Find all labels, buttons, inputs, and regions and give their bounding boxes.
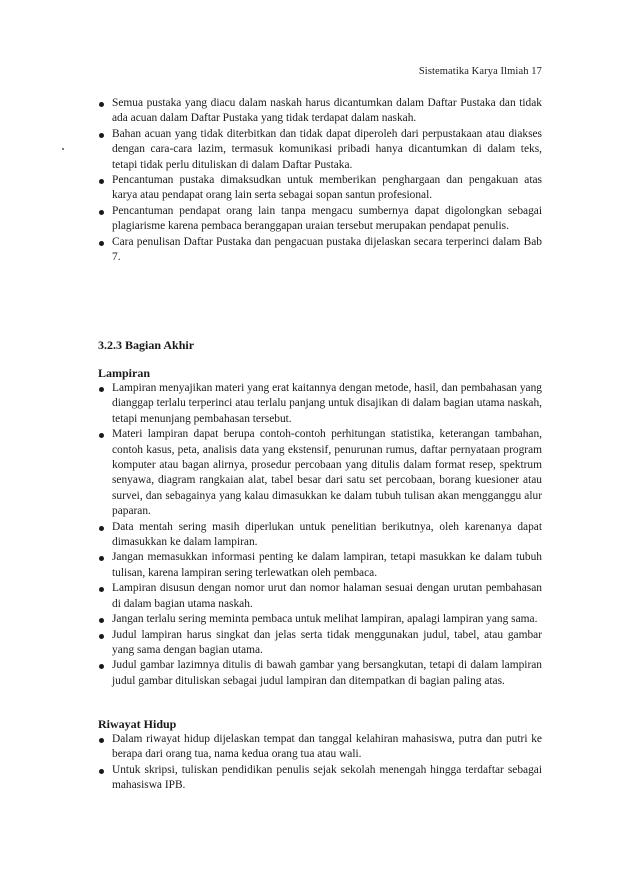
- list-item-text: Judul lampiran harus singkat dan jelas serta tidak menggunakan judul, tabel, atau gambar yang sama dengan bagian utama.: [112, 628, 542, 656]
- lampiran-bullet-list: [98, 381, 542, 689]
- bullet-icon: [99, 133, 104, 138]
- list-item-text: Jangan memasukkan informasi penting ke dalam lampiran, tetapi masukkan ke dalam tubuh tulisan, karena lampiran sering terlewatkan oleh pembaca.: [112, 551, 542, 579]
- list-item-text: Semua pustaka yang diacu dalam naskah harus dicantumkan dalam Daftar Pustaka dan tidak ada acuan dalam Daftar Pustaka yang tidak terdapat dalam naskah.: [112, 97, 542, 125]
- list-item: [98, 612, 542, 627]
- bullet-icon: [99, 618, 104, 623]
- list-item: [98, 235, 542, 266]
- running-header: Sistematika Karya Ilmiah 17: [418, 66, 542, 77]
- list-item: [98, 550, 542, 581]
- bullet-icon: [99, 241, 104, 246]
- bullet-icon: [99, 634, 104, 639]
- list-item-text: Jangan terlalu sering meminta pembaca untuk melihat lampiran, apalagi lampiran yang sama.: [112, 613, 538, 626]
- list-item: [98, 381, 542, 427]
- intro-bullet-list: [98, 96, 542, 265]
- list-item: [98, 173, 542, 204]
- lampiran-heading: Lampiran: [98, 366, 151, 380]
- list-item: [98, 127, 542, 173]
- bullet-icon: [99, 210, 104, 215]
- list-item: [98, 658, 542, 689]
- bullet-icon: [99, 769, 104, 774]
- bullet-icon: [99, 102, 104, 107]
- list-item-text: Data mentah sering masih diperlukan untuk penelitian berikutnya, oleh karenanya dapat dimasukkan ke dalam lampiran.: [112, 520, 542, 549]
- list-item: [98, 628, 542, 659]
- list-item: [98, 581, 542, 612]
- list-item-text: Cara penulisan Daftar Pustaka dan pengacuan pustaka dijelaskan secara terperinci dalam Bab 7.: [112, 235, 542, 264]
- list-item-text: Pencantuman pustaka dimaksudkan untuk memberikan penghargaan dan pengakuan atas karya atau pendapat orang lain serta sebagai sopan santun profesional.: [112, 174, 542, 202]
- bullet-icon: [99, 664, 104, 669]
- list-item-text: Lampiran menyajikan materi yang erat kaitannya dengan metode, hasil, dan pembahasan yang dianggap terlalu terperinci atau terlalu panjang untuk disajikan di dalam bagian utama naskah, tetapi menunjang pembahasan tersebut.: [112, 382, 542, 425]
- list-item-text: Dalam riwayat hidup dijelaskan tempat dan tanggal kelahiran mahasiswa, putra dan putri ke berapa dari orang tua, nama kedua orang tua atau wali.: [112, 733, 542, 761]
- bullet-icon: [99, 738, 104, 743]
- bullet-icon: [99, 556, 104, 561]
- list-item-text: Bahan acuan yang tidak diterbitkan dan tidak dapat diperoleh dari perpustakaan atau diakses dengan cara-cara lazim, termasuk komunikasi pribadi hanya dicantumkan di dalam teks, tetapi tidak perlu dituliskan di dalam Daftar Pustaka.: [112, 127, 542, 171]
- bullet-icon: [99, 433, 104, 438]
- list-item: [98, 732, 542, 763]
- riwayat-heading: Riwayat Hidup: [98, 717, 177, 731]
- bullet-icon: [99, 526, 104, 531]
- list-item: [98, 204, 542, 235]
- list-item: [98, 520, 542, 551]
- bullet-icon: [99, 587, 104, 592]
- bullet-icon: [99, 179, 104, 184]
- margin-mark: [62, 148, 64, 150]
- list-item: [98, 427, 542, 519]
- list-item-text: Materi lampiran dapat berupa contoh-contoh perhitungan statistika, keterangan tambahan, contoh kasus, peta, analisis data yang ekstensif, penurunan rumus, daftar pernyataan program komputer atau bagan alirnya, prosedur percobaan yang ditulis dalam format resep, spektrum senyawa, diagram rangkaian alat, tabel besar dari satu set percobaan, borang kuesioner atau survei, dan sebagainya yang kalau dimasukkan ke dalam tubuh tulisan akan mengganggu alur paparan.: [112, 428, 542, 518]
- list-item-text: Lampiran disusun dengan nomor urut dan nomor halaman sesuai dengan urutan pembahasan di dalam bagian utama naskah.: [112, 582, 542, 610]
- list-item-text: Judul gambar lazimnya ditulis di bawah gambar yang bersangkutan, tetapi di dalam lampiran judul gambar dituliskan sebagai judul lampiran dan ditempatkan di bagian paling atas.: [112, 659, 542, 687]
- section-title: 3.2.3 Bagian Akhir: [98, 338, 195, 352]
- lampiran-section: [98, 365, 542, 689]
- riwayat-bullet-list: [98, 732, 542, 794]
- list-item: [98, 763, 542, 794]
- list-item: [98, 96, 542, 127]
- list-item-text: Untuk skripsi, tuliskan pendidikan penulis sejak sekolah menengah hingga terdaftar sebagai mahasiswa IPB.: [112, 763, 542, 792]
- list-item-text: Pencantuman pendapat orang lain tanpa mengacu sumbernya dapat digolongkan sebagai plagiarisme karena pembaca beranggapan uraian tersebut merupakan pendapat penulis.: [112, 204, 542, 233]
- riwayat-section: [98, 716, 542, 794]
- bullet-icon: [99, 387, 104, 392]
